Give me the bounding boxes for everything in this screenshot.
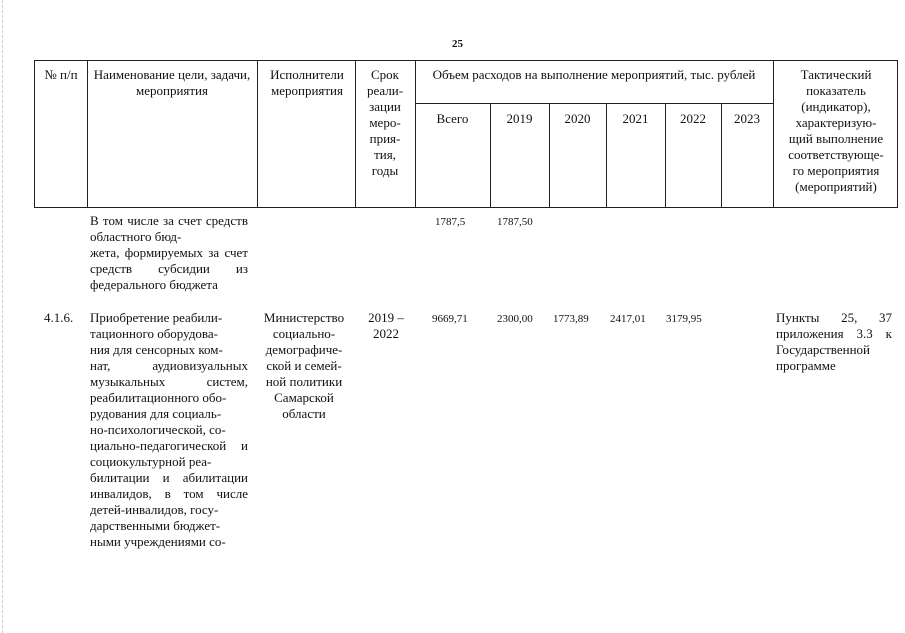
- header-2022: 2022: [680, 111, 706, 126]
- row-2020: 1773,89: [553, 313, 589, 325]
- row-2022: 3179,95: [666, 313, 702, 325]
- column-divider: [87, 61, 88, 207]
- volume-divider: [415, 103, 773, 104]
- column-divider: [415, 61, 416, 207]
- row-2021: 2417,01: [610, 313, 646, 325]
- header-indicator: Тактический показатель (индикатор), характеризую- щий выполнение соответствующе- го мероприятия (мероприятий): [788, 67, 884, 194]
- page-number: 25: [452, 38, 463, 50]
- table-header: [34, 60, 898, 208]
- row-2019: 1787,50: [497, 216, 533, 228]
- header-num: № п/п: [44, 67, 78, 82]
- header-term: Срок реали- зации меро- прия- тия, годы: [366, 67, 404, 178]
- header-2021: 2021: [622, 111, 649, 126]
- header-volume: Объем расходов на выполнение мероприятий, тыс. рублей: [432, 67, 756, 82]
- header-2023: 2023: [734, 111, 760, 126]
- row-name: В том числе за счет средств областного бюд- жета, формируемых за счет средств субсидии из федерального бюджета: [90, 213, 248, 292]
- header-name: Наименование цели, задачи, мероприятия: [93, 67, 251, 98]
- row-executors: Министерство социально- демографиче- ской и семей- ной политики Самарской области: [263, 310, 345, 421]
- header-2019: 2019: [506, 111, 533, 126]
- row-2019: 2300,00: [497, 313, 533, 325]
- header-2020: 2020: [564, 111, 591, 126]
- column-divider: [257, 61, 258, 207]
- row-indicator: Пункты 25, 37 приложения 3.3 к Государственной программе: [776, 310, 892, 373]
- row-total: 1787,5: [435, 216, 466, 228]
- row-total: 9669,71: [432, 313, 468, 325]
- scan-edge: [2, 0, 4, 633]
- header-total: Всего: [436, 111, 469, 126]
- row-term: 2019 – 2022: [368, 310, 404, 341]
- row-num: 4.1.6.: [44, 310, 74, 325]
- row-name: Приобретение реабили- тационного оборудова- ния для сенсорных ком- нат, аудиовизуальных музыкальных систем, реабилитационного обо- рудования для социаль- но-психологической, со- циально-педагогической и социокультурной реа- билитации и абилитации инвалидов, в том числе детей-инвалидов, госу- дарственными бюджет- ными учреждениями со-: [90, 310, 248, 549]
- column-divider: [773, 61, 774, 207]
- header-executors: Исполнители мероприятия: [270, 67, 344, 98]
